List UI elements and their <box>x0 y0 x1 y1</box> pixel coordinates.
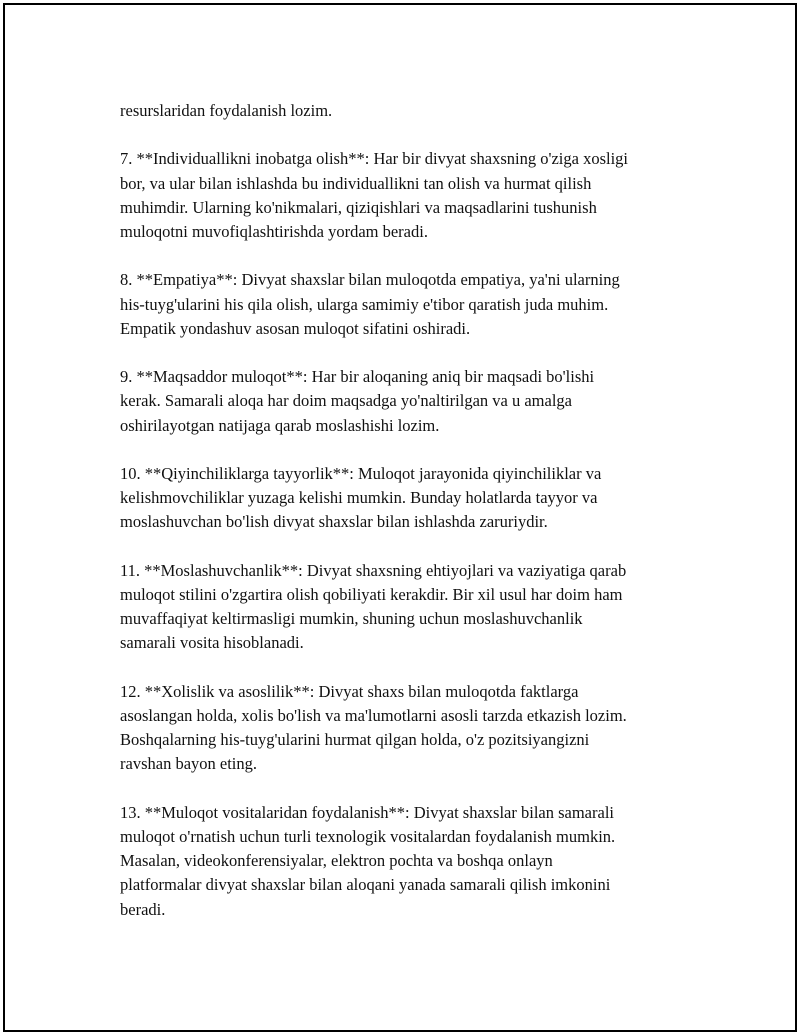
text-line: 7. **Individuallikni inobatga olish**: Har bir divyat shaxsning o'ziga xosligi <box>120 149 628 169</box>
text-line: muloqotni muvofiqlashtirishda yordam beradi. <box>120 222 428 241</box>
text-line: 11. **Moslashuvchanlik**: Divyat shaxsning ehtiyojlari va vaziyatiga qarab <box>120 560 627 580</box>
text-line: 10. **Qiyinchiliklarga tayyorlik**: Muloqot jarayonida qiyinchiliklar va <box>120 463 602 483</box>
paragraph-item-7 <box>120 147 710 244</box>
text-line: bor, va ular bilan ishlashda bu individuallikni tan olish va hurmat qilish <box>120 173 592 193</box>
text-line: beradi. <box>120 899 166 919</box>
text-line: samarali vosita hisoblanadi. <box>120 633 304 653</box>
text-line: muvaffaqiyat keltirmasligi mumkin, shuning uchun moslashuvchanlik <box>120 609 583 629</box>
paragraph-item-8 <box>120 268 710 341</box>
text-line: platformalar divyat shaxslar bilan aloqani yanada samarali qilish imkonini <box>120 875 611 895</box>
text-line: kelishmovchiliklar yuzaga kelishi mumkin. Bunday holatlarda tayyor va <box>120 488 598 508</box>
text-line: moslashuvchan bo'lish divyat shaxslar bilan ishlashda zaruriydir. <box>120 512 548 532</box>
text-line: ravshan bayon eting. <box>120 754 258 774</box>
paragraph-item-9 <box>120 365 710 438</box>
text-line: 13. **Muloqot vositalaridan foydalanish**: Divyat shaxslar bilan samarali <box>120 802 614 822</box>
text-line: resurslaridan foydalanish lozim. <box>120 101 333 120</box>
text-line: muloqot o'rnatish uchun turli texnologik vositalardan foydalanish mumkin. <box>120 826 616 846</box>
text-line: 8. **Empatiya**: Divyat shaxslar bilan muloqotda empatiya, ya'ni ularning <box>120 270 620 290</box>
text-line: Boshqalarning his-tuyg'ularini hurmat qilgan holda, o'z pozitsiyangizni <box>120 730 590 750</box>
document-body <box>120 99 710 946</box>
paragraph-item-10 <box>120 462 710 535</box>
text-line: oshirilayotgan natijaga qarab moslashishi lozim. <box>120 415 440 435</box>
paragraph-item-12 <box>120 680 710 777</box>
paragraph-item-13 <box>120 801 710 922</box>
paragraph-item-11 <box>120 559 710 656</box>
text-line: his-tuyg'ularini his qila olish, ularga samimiy e'tibor qaratish juda muhim. <box>120 294 609 314</box>
paragraph-intro-tail <box>120 99 710 123</box>
text-line: asoslangan holda, xolis bo'lish va ma'lumotlarni asosli tarzda etkazish lozim. <box>120 705 627 725</box>
text-line: muloqot stilini o'zgartira olish qobiliyati kerakdir. Bir xil usul har doim ham <box>120 584 623 604</box>
text-line: kerak. Samarali aloqa har doim maqsadga yo'naltirilgan va u amalga <box>120 391 572 411</box>
page-frame <box>3 3 797 1032</box>
text-line: 12. **Xolislik va asoslilik**: Divyat shaxs bilan muloqotda faktlarga <box>120 681 579 701</box>
text-line: 9. **Maqsaddor muloqot**: Har bir aloqaning aniq bir maqsadi bo'lishi <box>120 367 595 387</box>
text-line: Masalan, videokonferensiyalar, elektron pochta va boshqa onlayn <box>120 851 553 871</box>
text-line: muhimdir. Ularning ko'nikmalari, qiziqishlari va maqsadlarini tushunish <box>120 197 597 217</box>
text-line: Empatik yondashuv asosan muloqot sifatini oshiradi. <box>120 318 471 338</box>
